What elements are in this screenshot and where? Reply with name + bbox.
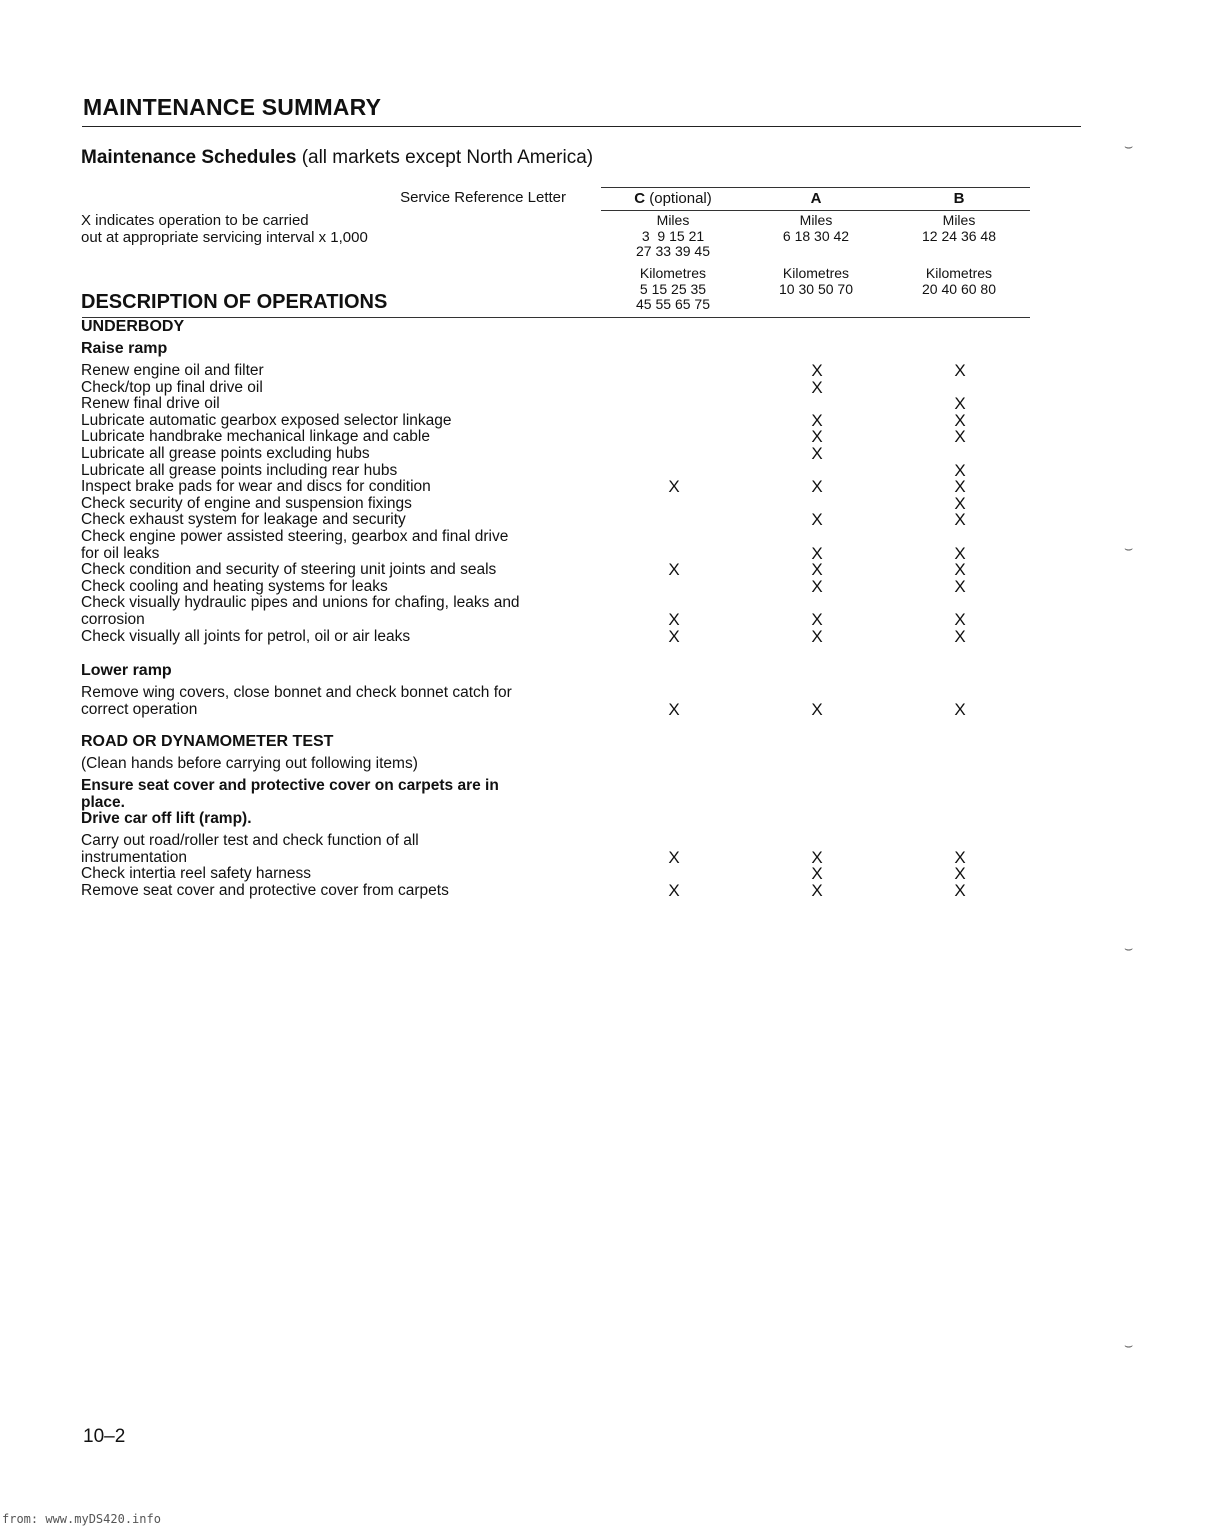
mark-a: X xyxy=(811,361,823,380)
operation-text: Lubricate all grease points including rear hubs xyxy=(81,461,398,479)
operation-text: Renew final drive oil xyxy=(81,395,220,413)
column-c-header xyxy=(603,190,743,207)
page-number: 10–2 xyxy=(83,1426,126,1447)
operation-text: Check security of engine and suspension fixings xyxy=(81,494,412,512)
mark-b: X xyxy=(954,427,966,447)
mark-b: X xyxy=(954,610,966,629)
mark-a: X xyxy=(811,477,823,497)
mark-a: X xyxy=(811,510,823,530)
mark-c: X xyxy=(668,626,680,646)
operation-text: Remove wing covers, close bonnet and check bonnet catch for xyxy=(81,684,512,701)
column-c-km xyxy=(603,266,743,313)
miles-values: 3 9 15 21 xyxy=(641,227,705,244)
margin-mark: ⌣ xyxy=(1124,540,1134,556)
mark-a: X xyxy=(811,626,823,646)
service-reference-label: Service Reference Letter xyxy=(400,189,566,206)
miles-values: 6 18 30 42 xyxy=(782,227,850,244)
operation-text: Lubricate automatic gearbox exposed selector linkage xyxy=(81,411,452,429)
ensure-seat-line: place. xyxy=(81,793,125,811)
operation-text: Check visually all joints for petrol, oil or air leaks xyxy=(81,627,411,645)
page-title: MAINTENANCE SUMMARY xyxy=(83,94,382,120)
operation-text: instrumentation xyxy=(81,848,187,866)
miles-label: Miles xyxy=(942,212,976,228)
mark-b: X xyxy=(954,626,966,646)
title-rule xyxy=(82,126,1081,127)
column-a-header xyxy=(746,190,886,207)
mark-b: X xyxy=(954,560,966,580)
mark-c: X xyxy=(668,881,680,901)
mark-c: X xyxy=(668,699,680,719)
operation-text: Carry out road/roller test and check function of all xyxy=(81,832,419,849)
column-c-miles xyxy=(603,213,743,260)
mark-b: X xyxy=(954,477,966,497)
mark-b: X xyxy=(954,410,966,430)
mark-b: X xyxy=(954,847,966,867)
miles-label: Miles xyxy=(799,212,833,228)
mark-c: X xyxy=(668,560,680,580)
miles-values: 12 24 36 48 xyxy=(922,227,996,244)
operation-text: Check cooling and heating systems for leaks xyxy=(81,577,388,595)
km-values: 5 15 25 35 xyxy=(639,280,707,297)
x-indicates-line: X indicates operation to be carried xyxy=(81,212,309,229)
operation-text: Lubricate handbrake mechanical linkage and cable xyxy=(81,428,430,446)
subtitle-rest: (all markets except North America) xyxy=(301,147,594,168)
mark-b: X xyxy=(954,460,966,480)
operation-text: corrosion xyxy=(81,611,145,628)
mark-b: X xyxy=(954,394,966,414)
header-rule-mid xyxy=(601,210,1030,211)
mark-b: X xyxy=(954,493,966,513)
column-b-header xyxy=(889,190,1029,207)
mark-a: X xyxy=(811,881,823,901)
column-a-miles xyxy=(746,213,886,244)
description-heading: DESCRIPTION OF OPERATIONS xyxy=(81,291,388,313)
mark-a: X xyxy=(811,560,823,580)
column-letter: B xyxy=(953,190,965,207)
margin-mark: ⌣ xyxy=(1124,1337,1134,1353)
margin-mark: ⌣ xyxy=(1124,940,1134,956)
mark-a: X xyxy=(811,410,823,430)
km-values: 20 40 60 80 xyxy=(922,280,996,297)
km-label: Kilometres xyxy=(925,265,993,281)
x-indicates-note xyxy=(81,212,368,246)
km-label: Kilometres xyxy=(639,265,707,281)
column-letter: C xyxy=(634,190,646,207)
operation-text: correct operation xyxy=(81,700,198,718)
mark-a: X xyxy=(811,543,823,563)
operation-text: Renew engine oil and filter xyxy=(81,362,264,379)
section-rule xyxy=(82,317,1030,318)
mark-b: X xyxy=(954,864,966,884)
operation-text: Lubricate all grease points excluding hubs xyxy=(81,445,370,462)
ensure-seat-line: Ensure seat cover and protective cover on carpets are in xyxy=(81,777,499,794)
column-b-km xyxy=(889,266,1029,297)
km-values: 45 55 65 75 xyxy=(636,296,710,312)
operation-text: Check exhaust system for leakage and security xyxy=(81,511,406,529)
operation-text: Inspect brake pads for wear and discs for condition xyxy=(81,478,431,496)
operation-text: Check/top up final drive oil xyxy=(81,378,263,396)
column-a-km xyxy=(746,266,886,297)
schedule-subtitle xyxy=(81,147,593,169)
mark-a: X xyxy=(811,699,823,719)
mark-b: X xyxy=(954,361,966,380)
header-rule-top xyxy=(601,187,1030,188)
margin-mark: ⌣ xyxy=(1124,138,1134,154)
miles-label: Miles xyxy=(656,212,690,228)
mark-a: X xyxy=(811,847,823,867)
km-label: Kilometres xyxy=(782,265,850,281)
operation-text: Check engine power assisted steering, gearbox and final drive xyxy=(81,528,509,545)
miles-values: 27 33 39 45 xyxy=(636,243,710,259)
operation-text: Check intertia reel safety harness xyxy=(81,865,312,883)
column-suffix: (optional) xyxy=(645,190,712,207)
operation-text: Check condition and security of steering unit joints and seals xyxy=(81,561,497,579)
km-values: 10 30 50 70 xyxy=(779,280,853,297)
mark-c: X xyxy=(668,610,680,629)
operation-text: for oil leaks xyxy=(81,544,160,562)
column-b-miles xyxy=(889,213,1029,244)
operation-text: Check visually hydraulic pipes and unions for chafing, leaks and xyxy=(81,594,520,612)
mark-a: X xyxy=(811,864,823,884)
mark-a: X xyxy=(811,377,823,397)
section-lower-ramp: Lower ramp xyxy=(81,662,172,679)
mark-a: X xyxy=(811,610,823,629)
mark-b: X xyxy=(954,543,966,563)
section-raise-ramp: Raise ramp xyxy=(81,340,168,357)
mark-b: X xyxy=(954,881,966,901)
column-letter: A xyxy=(810,190,822,207)
mark-a: X xyxy=(811,576,823,596)
source-footer: from: www.myDS420.info xyxy=(2,1512,161,1526)
section-underbody: UNDERBODY xyxy=(81,318,185,335)
mark-b: X xyxy=(954,699,966,719)
mark-a: X xyxy=(811,427,823,447)
section-road-test: ROAD OR DYNAMOMETER TEST xyxy=(81,733,334,750)
mark-b: X xyxy=(954,576,966,596)
mark-c: X xyxy=(668,477,680,497)
clean-hands-note: (Clean hands before carrying out following items) xyxy=(81,755,418,772)
x-indicates-line: out at appropriate servicing interval x 1,000 xyxy=(81,229,368,246)
mark-b: X xyxy=(954,510,966,530)
subtitle-bold: Maintenance Schedules xyxy=(81,147,297,168)
drive-off-note: Drive car off lift (ramp). xyxy=(81,810,252,827)
ensure-seat-note xyxy=(81,778,499,811)
operation-text: Remove seat cover and protective cover from carpets xyxy=(81,882,449,900)
mark-a: X xyxy=(811,444,823,463)
mark-c: X xyxy=(668,847,680,867)
